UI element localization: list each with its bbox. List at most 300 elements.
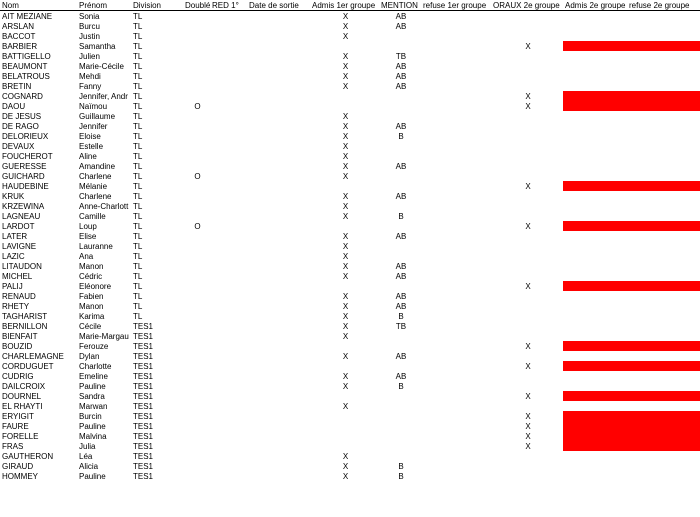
cell-admis-2e-groupe[interactable] bbox=[563, 391, 627, 401]
cell-refuse-2e-groupe[interactable] bbox=[627, 351, 700, 361]
cell-division[interactable]: TL bbox=[133, 101, 143, 111]
cell-nom[interactable]: LAVIGNE bbox=[2, 241, 37, 251]
cell-mention[interactable]: B bbox=[398, 381, 404, 391]
cell-date-sortie[interactable] bbox=[247, 211, 310, 221]
cell-admis-1er-groupe[interactable] bbox=[310, 391, 379, 401]
cell-prenom[interactable]: Karima bbox=[79, 311, 105, 321]
cell-red1[interactable] bbox=[210, 261, 247, 271]
cell-admis-1er-groupe[interactable]: X bbox=[342, 31, 349, 41]
cell-refuse-2e-groupe[interactable] bbox=[627, 401, 700, 411]
header-refuse-1er-groupe[interactable]: refuse 1er groupe bbox=[421, 0, 491, 11]
cell-red1[interactable] bbox=[210, 381, 247, 391]
cell-red1[interactable] bbox=[210, 201, 247, 211]
cell-nom[interactable]: GIRAUD bbox=[2, 461, 34, 471]
cell-oraux-2e-groupe[interactable] bbox=[491, 401, 563, 411]
cell-mention[interactable] bbox=[379, 221, 421, 231]
cell-prenom[interactable]: Ana bbox=[79, 251, 94, 261]
cell-date-sortie[interactable] bbox=[247, 191, 310, 201]
cell-mention[interactable] bbox=[379, 241, 421, 251]
cell-nom[interactable]: FAURE bbox=[2, 421, 29, 431]
cell-mention[interactable] bbox=[379, 151, 421, 161]
cell-nom[interactable]: FOUCHEROT bbox=[2, 151, 53, 161]
cell-division[interactable]: TES1 bbox=[133, 441, 154, 451]
cell-refuse-2e-groupe[interactable] bbox=[627, 201, 700, 211]
cell-admis-1er-groupe[interactable]: X bbox=[342, 191, 349, 201]
cell-admis-1er-groupe[interactable]: X bbox=[342, 251, 349, 261]
cell-refuse-2e-groupe[interactable] bbox=[627, 471, 700, 481]
cell-mention[interactable]: B bbox=[398, 211, 404, 221]
cell-admis-2e-groupe[interactable] bbox=[563, 411, 627, 421]
cell-refuse-2e-groupe[interactable] bbox=[627, 261, 700, 271]
cell-refuse-2e-groupe[interactable] bbox=[627, 251, 700, 261]
cell-double[interactable] bbox=[183, 471, 210, 481]
cell-division[interactable]: TL bbox=[133, 211, 143, 221]
cell-admis-2e-groupe[interactable] bbox=[563, 431, 627, 441]
cell-refuse-2e-groupe[interactable] bbox=[627, 181, 700, 191]
cell-nom[interactable]: KRUK bbox=[2, 191, 25, 201]
cell-admis-2e-groupe[interactable] bbox=[563, 61, 627, 71]
cell-oraux-2e-groupe[interactable] bbox=[491, 451, 563, 461]
cell-refuse-2e-groupe[interactable] bbox=[627, 41, 700, 51]
cell-admis-2e-groupe[interactable] bbox=[563, 251, 627, 261]
cell-admis-2e-groupe[interactable] bbox=[563, 271, 627, 281]
cell-division[interactable]: TES1 bbox=[133, 411, 154, 421]
cell-date-sortie[interactable] bbox=[247, 101, 310, 111]
cell-oraux-2e-groupe[interactable] bbox=[491, 171, 563, 181]
cell-division[interactable]: TL bbox=[133, 111, 143, 121]
cell-admis-1er-groupe[interactable] bbox=[310, 91, 379, 101]
cell-oraux-2e-groupe[interactable] bbox=[491, 211, 563, 221]
cell-admis-2e-groupe[interactable] bbox=[563, 401, 627, 411]
cell-date-sortie[interactable] bbox=[247, 31, 310, 41]
cell-mention[interactable] bbox=[379, 91, 421, 101]
cell-mention[interactable] bbox=[379, 111, 421, 121]
cell-date-sortie[interactable] bbox=[247, 421, 310, 431]
cell-double[interactable] bbox=[183, 71, 210, 81]
cell-prenom[interactable]: Charlotte bbox=[79, 361, 112, 371]
cell-admis-2e-groupe[interactable] bbox=[563, 451, 627, 461]
cell-prenom[interactable]: Sandra bbox=[79, 391, 105, 401]
cell-admis-1er-groupe[interactable]: X bbox=[342, 471, 349, 481]
cell-mention[interactable]: B bbox=[398, 131, 404, 141]
cell-admis-1er-groupe[interactable] bbox=[310, 221, 379, 231]
cell-oraux-2e-groupe[interactable] bbox=[491, 31, 563, 41]
cell-date-sortie[interactable] bbox=[247, 221, 310, 231]
cell-refuse-2e-groupe[interactable] bbox=[627, 221, 700, 231]
cell-double[interactable] bbox=[183, 451, 210, 461]
cell-prenom[interactable]: Eloise bbox=[79, 131, 101, 141]
cell-admis-1er-groupe[interactable]: X bbox=[342, 461, 349, 471]
cell-nom[interactable]: ERYIGIT bbox=[2, 411, 34, 421]
cell-nom[interactable]: BATTIGELLO bbox=[2, 51, 51, 61]
cell-date-sortie[interactable] bbox=[247, 301, 310, 311]
cell-prenom[interactable]: Manon bbox=[79, 301, 104, 311]
cell-date-sortie[interactable] bbox=[247, 81, 310, 91]
cell-admis-1er-groupe[interactable] bbox=[310, 341, 379, 351]
cell-mention[interactable] bbox=[379, 421, 421, 431]
cell-refuse-2e-groupe[interactable] bbox=[627, 21, 700, 31]
cell-admis-2e-groupe[interactable] bbox=[563, 241, 627, 251]
cell-date-sortie[interactable] bbox=[247, 311, 310, 321]
cell-refuse-2e-groupe[interactable] bbox=[627, 341, 700, 351]
cell-double[interactable] bbox=[183, 341, 210, 351]
cell-nom[interactable]: BERNILLON bbox=[2, 321, 48, 331]
cell-prenom[interactable]: Fanny bbox=[79, 81, 102, 91]
cell-nom[interactable]: DAOU bbox=[2, 101, 26, 111]
cell-refuse-1er-groupe[interactable] bbox=[421, 441, 491, 451]
cell-red1[interactable] bbox=[210, 391, 247, 401]
cell-red1[interactable] bbox=[210, 231, 247, 241]
cell-red1[interactable] bbox=[210, 441, 247, 451]
cell-division[interactable]: TES1 bbox=[133, 461, 154, 471]
cell-refuse-1er-groupe[interactable] bbox=[421, 271, 491, 281]
cell-refuse-1er-groupe[interactable] bbox=[421, 421, 491, 431]
cell-refuse-1er-groupe[interactable] bbox=[421, 301, 491, 311]
cell-nom[interactable]: HAUDEBINE bbox=[2, 181, 49, 191]
cell-refuse-1er-groupe[interactable] bbox=[421, 51, 491, 61]
cell-date-sortie[interactable] bbox=[247, 41, 310, 51]
cell-double[interactable] bbox=[183, 281, 210, 291]
cell-refuse-1er-groupe[interactable] bbox=[421, 401, 491, 411]
cell-refuse-1er-groupe[interactable] bbox=[421, 431, 491, 441]
cell-double[interactable] bbox=[183, 371, 210, 381]
cell-division[interactable]: TL bbox=[133, 281, 143, 291]
cell-mention[interactable] bbox=[379, 41, 421, 51]
cell-refuse-2e-groupe[interactable] bbox=[627, 131, 700, 141]
cell-division[interactable]: TES1 bbox=[133, 451, 154, 461]
cell-admis-2e-groupe[interactable] bbox=[563, 151, 627, 161]
cell-mention[interactable]: AB bbox=[395, 371, 407, 381]
cell-date-sortie[interactable] bbox=[247, 281, 310, 291]
cell-refuse-2e-groupe[interactable] bbox=[627, 241, 700, 251]
cell-admis-1er-groupe[interactable] bbox=[310, 181, 379, 191]
cell-oraux-2e-groupe[interactable] bbox=[491, 51, 563, 61]
cell-nom[interactable]: DE RAGO bbox=[2, 121, 39, 131]
cell-red1[interactable] bbox=[210, 301, 247, 311]
cell-division[interactable]: TL bbox=[133, 271, 143, 281]
cell-refuse-2e-groupe[interactable] bbox=[627, 321, 700, 331]
cell-admis-2e-groupe[interactable] bbox=[563, 321, 627, 331]
cell-nom[interactable]: BOUZID bbox=[2, 341, 33, 351]
cell-mention[interactable] bbox=[379, 331, 421, 341]
cell-mention[interactable] bbox=[379, 441, 421, 451]
cell-nom[interactable]: RHETY bbox=[2, 301, 30, 311]
cell-nom[interactable]: LITAUDON bbox=[2, 261, 42, 271]
cell-prenom[interactable]: Marie-Margau bbox=[79, 331, 129, 341]
cell-admis-2e-groupe[interactable] bbox=[563, 341, 627, 351]
cell-red1[interactable] bbox=[210, 81, 247, 91]
cell-oraux-2e-groupe[interactable]: X bbox=[525, 411, 531, 421]
cell-prenom[interactable]: Naïmou bbox=[79, 101, 108, 111]
cell-division[interactable]: TL bbox=[133, 41, 143, 51]
cell-mention[interactable] bbox=[379, 141, 421, 151]
cell-division[interactable]: TL bbox=[133, 201, 143, 211]
cell-date-sortie[interactable] bbox=[247, 201, 310, 211]
cell-oraux-2e-groupe[interactable] bbox=[491, 271, 563, 281]
header-double[interactable]: Doublé bbox=[185, 0, 210, 10]
cell-refuse-1er-groupe[interactable] bbox=[421, 211, 491, 221]
cell-refuse-2e-groupe[interactable] bbox=[627, 191, 700, 201]
cell-prenom[interactable]: Julien bbox=[79, 51, 100, 61]
cell-admis-2e-groupe[interactable] bbox=[563, 301, 627, 311]
cell-division[interactable]: TES1 bbox=[133, 471, 154, 481]
cell-admis-2e-groupe[interactable] bbox=[563, 471, 627, 481]
cell-admis-1er-groupe[interactable]: X bbox=[342, 371, 349, 381]
cell-division[interactable]: TL bbox=[133, 181, 143, 191]
cell-refuse-2e-groupe[interactable] bbox=[627, 371, 700, 381]
cell-refuse-1er-groupe[interactable] bbox=[421, 171, 491, 181]
cell-admis-1er-groupe[interactable]: X bbox=[342, 381, 349, 391]
cell-red1[interactable] bbox=[210, 251, 247, 261]
cell-refuse-2e-groupe[interactable] bbox=[627, 411, 700, 421]
cell-double[interactable] bbox=[183, 431, 210, 441]
cell-mention[interactable]: B bbox=[398, 311, 404, 321]
cell-double[interactable] bbox=[183, 111, 210, 121]
cell-admis-2e-groupe[interactable] bbox=[563, 261, 627, 271]
cell-mention[interactable]: AB bbox=[395, 81, 407, 91]
cell-nom[interactable]: GAUTHERON bbox=[2, 451, 54, 461]
cell-admis-2e-groupe[interactable] bbox=[563, 461, 627, 471]
cell-prenom[interactable]: Emeline bbox=[79, 371, 108, 381]
cell-refuse-1er-groupe[interactable] bbox=[421, 191, 491, 201]
cell-prenom[interactable]: Cécile bbox=[79, 321, 102, 331]
cell-refuse-1er-groupe[interactable] bbox=[421, 361, 491, 371]
cell-prenom[interactable]: Pauline bbox=[79, 471, 106, 481]
cell-mention[interactable]: AB bbox=[395, 61, 407, 71]
cell-double[interactable] bbox=[183, 31, 210, 41]
cell-refuse-1er-groupe[interactable] bbox=[421, 351, 491, 361]
cell-admis-2e-groupe[interactable] bbox=[563, 31, 627, 41]
cell-division[interactable]: TL bbox=[133, 301, 143, 311]
cell-mention[interactable]: TB bbox=[395, 321, 407, 331]
cell-date-sortie[interactable] bbox=[247, 71, 310, 81]
cell-mention[interactable]: AB bbox=[395, 351, 407, 361]
cell-date-sortie[interactable] bbox=[247, 341, 310, 351]
cell-mention[interactable]: TB bbox=[395, 51, 407, 61]
cell-mention[interactable]: AB bbox=[395, 291, 407, 301]
header-refuse-2e-groupe[interactable]: refuse 2e groupe bbox=[627, 0, 700, 11]
cell-oraux-2e-groupe[interactable] bbox=[491, 131, 563, 141]
cell-nom[interactable]: COGNARD bbox=[2, 91, 43, 101]
cell-refuse-1er-groupe[interactable] bbox=[421, 41, 491, 51]
cell-admis-2e-groupe[interactable] bbox=[563, 371, 627, 381]
cell-refuse-1er-groupe[interactable] bbox=[421, 391, 491, 401]
cell-double[interactable] bbox=[183, 211, 210, 221]
cell-red1[interactable] bbox=[210, 111, 247, 121]
cell-date-sortie[interactable] bbox=[247, 471, 310, 481]
cell-date-sortie[interactable] bbox=[247, 271, 310, 281]
cell-oraux-2e-groupe[interactable] bbox=[491, 331, 563, 341]
cell-oraux-2e-groupe[interactable]: X bbox=[525, 441, 531, 451]
cell-refuse-2e-groupe[interactable] bbox=[627, 31, 700, 41]
cell-prenom[interactable]: Samantha bbox=[79, 41, 116, 51]
cell-admis-2e-groupe[interactable] bbox=[563, 181, 627, 191]
cell-red1[interactable] bbox=[210, 131, 247, 141]
cell-red1[interactable] bbox=[210, 241, 247, 251]
cell-admis-2e-groupe[interactable] bbox=[563, 41, 627, 51]
header-date-sortie[interactable]: Date de sortie bbox=[247, 0, 310, 11]
cell-oraux-2e-groupe[interactable]: X bbox=[525, 341, 531, 351]
cell-admis-1er-groupe[interactable] bbox=[310, 281, 379, 291]
cell-admis-1er-groupe[interactable] bbox=[310, 361, 379, 371]
cell-mention[interactable]: AB bbox=[395, 261, 407, 271]
cell-red1[interactable] bbox=[210, 61, 247, 71]
cell-date-sortie[interactable] bbox=[247, 121, 310, 131]
cell-mention[interactable] bbox=[379, 431, 421, 441]
cell-refuse-2e-groupe[interactable] bbox=[627, 91, 700, 101]
cell-admis-1er-groupe[interactable]: X bbox=[342, 211, 349, 221]
cell-mention[interactable] bbox=[379, 411, 421, 421]
cell-prenom[interactable]: Aline bbox=[79, 151, 97, 161]
cell-admis-1er-groupe[interactable] bbox=[310, 421, 379, 431]
cell-prenom[interactable]: Amandine bbox=[79, 161, 116, 171]
cell-prenom[interactable]: Ferouze bbox=[79, 341, 109, 351]
cell-prenom[interactable]: Justin bbox=[79, 31, 100, 41]
cell-red1[interactable] bbox=[210, 101, 247, 111]
cell-nom[interactable]: GUICHARD bbox=[2, 171, 45, 181]
cell-oraux-2e-groupe[interactable]: X bbox=[525, 101, 531, 111]
cell-division[interactable]: TL bbox=[133, 251, 143, 261]
cell-oraux-2e-groupe[interactable]: X bbox=[525, 41, 531, 51]
cell-refuse-1er-groupe[interactable] bbox=[421, 321, 491, 331]
cell-admis-1er-groupe[interactable]: X bbox=[342, 151, 349, 161]
cell-nom[interactable]: DEVAUX bbox=[2, 141, 35, 151]
cell-double[interactable] bbox=[183, 151, 210, 161]
cell-prenom[interactable]: Pauline bbox=[79, 381, 106, 391]
cell-refuse-2e-groupe[interactable] bbox=[627, 331, 700, 341]
cell-oraux-2e-groupe[interactable]: X bbox=[525, 361, 531, 371]
cell-oraux-2e-groupe[interactable] bbox=[491, 241, 563, 251]
cell-division[interactable]: TL bbox=[133, 171, 143, 181]
cell-oraux-2e-groupe[interactable] bbox=[491, 371, 563, 381]
cell-double[interactable] bbox=[183, 331, 210, 341]
cell-red1[interactable] bbox=[210, 221, 247, 231]
cell-refuse-1er-groupe[interactable] bbox=[421, 141, 491, 151]
cell-admis-1er-groupe[interactable] bbox=[310, 411, 379, 421]
cell-refuse-2e-groupe[interactable] bbox=[627, 141, 700, 151]
cell-double[interactable] bbox=[183, 401, 210, 411]
cell-refuse-2e-groupe[interactable] bbox=[627, 101, 700, 111]
cell-double[interactable] bbox=[183, 291, 210, 301]
cell-refuse-2e-groupe[interactable] bbox=[627, 151, 700, 161]
cell-red1[interactable] bbox=[210, 321, 247, 331]
cell-admis-2e-groupe[interactable] bbox=[563, 71, 627, 81]
cell-refuse-2e-groupe[interactable] bbox=[627, 61, 700, 71]
cell-division[interactable]: TES1 bbox=[133, 431, 154, 441]
cell-division[interactable]: TL bbox=[133, 31, 143, 41]
cell-oraux-2e-groupe[interactable]: X bbox=[525, 281, 531, 291]
cell-oraux-2e-groupe[interactable] bbox=[491, 261, 563, 271]
cell-date-sortie[interactable] bbox=[247, 111, 310, 121]
cell-refuse-2e-groupe[interactable] bbox=[627, 231, 700, 241]
cell-date-sortie[interactable] bbox=[247, 351, 310, 361]
cell-nom[interactable]: FRAS bbox=[2, 441, 24, 451]
cell-admis-2e-groupe[interactable] bbox=[563, 231, 627, 241]
cell-prenom[interactable]: Lauranne bbox=[79, 241, 113, 251]
cell-red1[interactable] bbox=[210, 191, 247, 201]
cell-prenom[interactable]: Jennifer, Andr bbox=[79, 91, 128, 101]
cell-prenom[interactable]: Sonia bbox=[79, 11, 100, 21]
cell-division[interactable]: TL bbox=[133, 81, 143, 91]
cell-nom[interactable]: LARDOT bbox=[2, 221, 35, 231]
header-red1[interactable]: RED 1° bbox=[210, 0, 247, 11]
cell-red1[interactable] bbox=[210, 401, 247, 411]
cell-red1[interactable] bbox=[210, 51, 247, 61]
cell-admis-2e-groupe[interactable] bbox=[563, 421, 627, 431]
cell-oraux-2e-groupe[interactable] bbox=[491, 81, 563, 91]
cell-nom[interactable]: CUDRIG bbox=[2, 371, 34, 381]
cell-admis-2e-groupe[interactable] bbox=[563, 221, 627, 231]
cell-refuse-2e-groupe[interactable] bbox=[627, 421, 700, 431]
cell-date-sortie[interactable] bbox=[247, 261, 310, 271]
cell-date-sortie[interactable] bbox=[247, 51, 310, 61]
cell-refuse-1er-groupe[interactable] bbox=[421, 151, 491, 161]
cell-prenom[interactable]: Marie-Cécile bbox=[79, 61, 124, 71]
cell-date-sortie[interactable] bbox=[247, 291, 310, 301]
cell-oraux-2e-groupe[interactable]: X bbox=[525, 181, 531, 191]
cell-double[interactable] bbox=[183, 251, 210, 261]
cell-admis-2e-groupe[interactable] bbox=[563, 441, 627, 451]
cell-admis-2e-groupe[interactable] bbox=[563, 331, 627, 341]
cell-admis-1er-groupe[interactable]: X bbox=[342, 271, 349, 281]
cell-double[interactable] bbox=[183, 121, 210, 131]
cell-nom[interactable]: HOMMEY bbox=[2, 471, 38, 481]
cell-date-sortie[interactable] bbox=[247, 441, 310, 451]
header-nom[interactable]: Nom bbox=[0, 0, 77, 11]
cell-double[interactable] bbox=[183, 461, 210, 471]
cell-red1[interactable] bbox=[210, 181, 247, 191]
cell-nom[interactable]: CORDUGUET bbox=[2, 361, 54, 371]
cell-date-sortie[interactable] bbox=[247, 381, 310, 391]
cell-double[interactable] bbox=[183, 81, 210, 91]
cell-refuse-2e-groupe[interactable] bbox=[627, 391, 700, 401]
cell-prenom[interactable]: Manon bbox=[79, 261, 104, 271]
cell-mention[interactable] bbox=[379, 451, 421, 461]
cell-double[interactable] bbox=[183, 301, 210, 311]
cell-date-sortie[interactable] bbox=[247, 161, 310, 171]
cell-date-sortie[interactable] bbox=[247, 151, 310, 161]
cell-mention[interactable] bbox=[379, 101, 421, 111]
cell-double[interactable] bbox=[183, 271, 210, 281]
cell-red1[interactable] bbox=[210, 271, 247, 281]
cell-double[interactable] bbox=[183, 161, 210, 171]
cell-admis-1er-groupe[interactable]: X bbox=[342, 201, 349, 211]
cell-oraux-2e-groupe[interactable] bbox=[491, 151, 563, 161]
cell-refuse-2e-groupe[interactable] bbox=[627, 381, 700, 391]
cell-date-sortie[interactable] bbox=[247, 361, 310, 371]
cell-double[interactable] bbox=[183, 191, 210, 201]
cell-double[interactable] bbox=[183, 51, 210, 61]
cell-admis-2e-groupe[interactable] bbox=[563, 311, 627, 321]
cell-mention[interactable] bbox=[379, 201, 421, 211]
cell-refuse-2e-groupe[interactable] bbox=[627, 111, 700, 121]
cell-refuse-1er-groupe[interactable] bbox=[421, 181, 491, 191]
cell-nom[interactable]: BARBIER bbox=[2, 41, 38, 51]
cell-date-sortie[interactable] bbox=[247, 461, 310, 471]
cell-refuse-2e-groupe[interactable] bbox=[627, 81, 700, 91]
cell-refuse-1er-groupe[interactable] bbox=[421, 381, 491, 391]
cell-oraux-2e-groupe[interactable] bbox=[491, 161, 563, 171]
cell-refuse-1er-groupe[interactable] bbox=[421, 31, 491, 41]
cell-admis-2e-groupe[interactable] bbox=[563, 381, 627, 391]
cell-mention[interactable]: AB bbox=[395, 231, 407, 241]
cell-prenom[interactable]: Alicia bbox=[79, 461, 99, 471]
cell-admis-2e-groupe[interactable] bbox=[563, 21, 627, 31]
cell-mention[interactable]: B bbox=[398, 471, 404, 481]
cell-red1[interactable] bbox=[210, 171, 247, 181]
cell-refuse-1er-groupe[interactable] bbox=[421, 461, 491, 471]
cell-nom[interactable]: LAZIC bbox=[2, 251, 25, 261]
